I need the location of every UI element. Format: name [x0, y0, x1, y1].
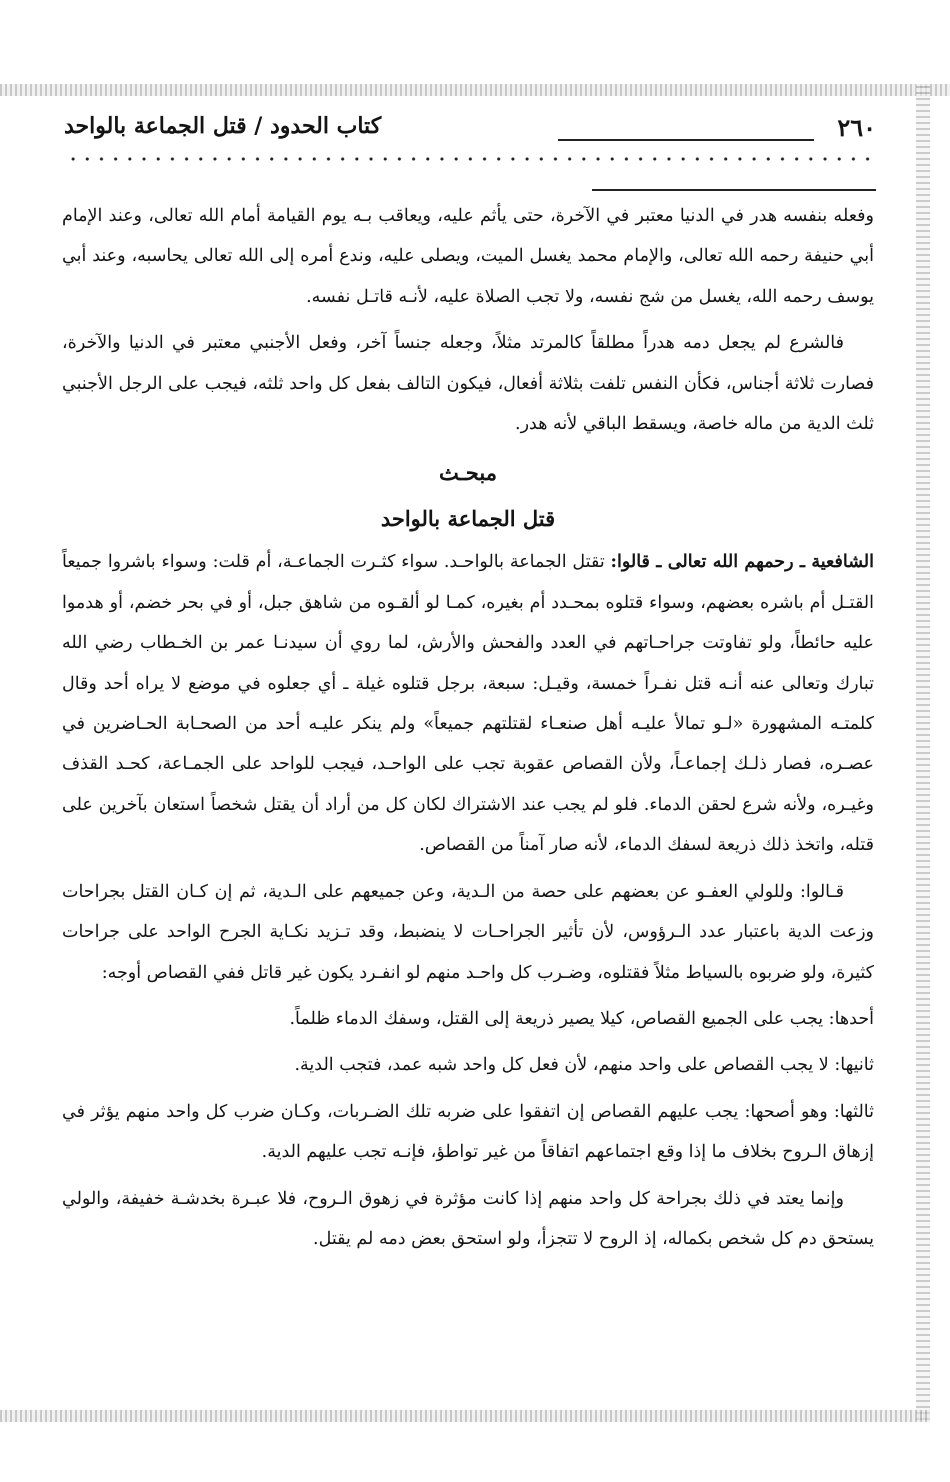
dotted-separator — [66, 157, 876, 161]
opinion-second: ثانيها: لا يجب القصاص على واحد منهم، لأن فعل كل واحد شبه عمد، فتجب الدية. — [294, 1055, 874, 1076]
paragraph-2: فالشرع لم يجعل دمه هدراً مطلقاً كالمرتد مثلاً، وجعله جنساً آخر، وفعل الأجنبي معتبر في الدنيا والآخرة، فصارت ثلاثة أجناس، فكأن النفس تلفت بثلاثة أفعال، فيكون التالف بفعل كل واحد ثلثه، فيجب على الرجل الأجنبي ثلث الدية من ماله خاصة، ويسقط الباقي لأنه هدر. — [62, 333, 874, 435]
opinion-first: أحدها: يجب على الجميع القصاص، كيلا يصير ذريعة إلى القتل، وسفك الدماء ظلماً. — [289, 1008, 874, 1029]
decorative-border-bottom — [0, 1410, 930, 1422]
paragraph-shafii — [62, 542, 874, 865]
header-rule — [558, 139, 814, 141]
section-heading: مبحـث — [439, 460, 497, 486]
decorative-border-top — [0, 84, 950, 96]
page-body — [62, 196, 874, 1265]
content-rule — [592, 189, 876, 191]
shafii-lead: الشافعية ـ رحمهم الله تعالى ـ قالوا: — [610, 552, 874, 573]
decorative-border-right — [916, 84, 930, 1420]
paragraph-final: وإنما يعتد في ذلك بجراحة كل واحد منهم إذا كانت مؤثرة في زهوق الـروح، فلا عبـرة بخدشـة خفيفة، والولي يستحق دم كل شخص بكماله، إذ الروح لا تتجزأ، ولو استحق بعض دمه لم يقتل. — [62, 1188, 874, 1249]
page-header — [64, 113, 876, 147]
paragraph-1: وفعله بنفسه هدر في الدنيا معتبر في الآخرة، حتى يأثم عليه، ويعاقب بـه يوم القيامة أمام الله تعالى، وعند الإمام أبي حنيفة رحمه الله تعالى، والإمام محمد يغسل الميت، ويصلى عليه، وندع أمره إلى الله تعالى يحاسبه، وعند أبي يوسف رحمه الله، يغسل من شج نفسه، ولا تجب الصلاة عليه، لأنـه قاتـل نفسه. — [62, 206, 874, 307]
running-title: كتاب الحدود / قتل الجماعة بالواحد — [64, 113, 382, 139]
paragraph-guardian: قـالوا: وللولي العفـو عن بعضهم على حصة من الـدية، وعن جميعهم على الـدية، ثم إن كـان القتل بجراحات وزعت الدية باعتبار عدد الـرؤوس، لأن تأثير الجراحـات لا ينضبط، وقد تـزيد نكـاية الجرح الواحد على جراحات كثيرة، ولو ضربوه بالسياط مثلاً فقتلوه، وضـرب كل واحـد منهم لو انفـرد يكون غير قاتل ففي القصاص أوجه: — [62, 881, 874, 983]
section-title: قتل الجماعة بالواحد — [380, 506, 556, 532]
page-number: ٢٦٠ — [837, 113, 876, 142]
shafii-text: تقتل الجماعة بالواحـد. سواء كثـرت الجماعـة، أم قلت: وسواء باشروا جميعاً القتـل أم باشره بعضهم، وسواء قتلوه بمحـدد أم بغيره، كمـا لو ألقـوه من شاهق جبل، أو في بحر خضم، أو هدموا عليه حائطاً، ولو تفاوتت جراحـاتهم في العدد والفحش والأرش، لما روي أن سيدنـا عمر بن الخـطاب رضي الله تبارك وتعالى عنه أنـه قتل نفـراً خمسة، وقيـل: سبعة، برجل قتلوه غيلة ـ أي جعلوه في موضع لا يراه أحد وقال كلمتـه المشهورة «لـو تمالأ عليـه أهل صنعـاء لقتلتهم جميعاً» ولم ينكر عليـه أحد من الصحـابة الحـاضرين في عصـره، فصار ذلـك إجماعـاً، ولأن القصاص عقوبة تجب على الواحـد، فيجب للواحد على الجمـاعة، كحـد القذف وغيـره، ولأنه شرع لحقن الدماء. فلو لم يجب عند الاشتراك لكان كل من أراد أن يقتل شخصاً استعان بآخرين على قتله، واتخذ ذلك ذريعة لسفك الدماء، لأنه صار آمناً من القصاص. — [62, 552, 874, 856]
opinion-third: ثالثها: وهو أصحها: يجب عليهم القصاص إن اتفقوا على ضربه تلك الضـربات، وكـان ضرب كل واحد منهم يؤثر في إزهاق الـروح بخلاف ما إذا وقع اجتماعهم اتفاقاً من غير تواطؤ، فإنـه تجب عليهم الدية. — [62, 1101, 874, 1163]
